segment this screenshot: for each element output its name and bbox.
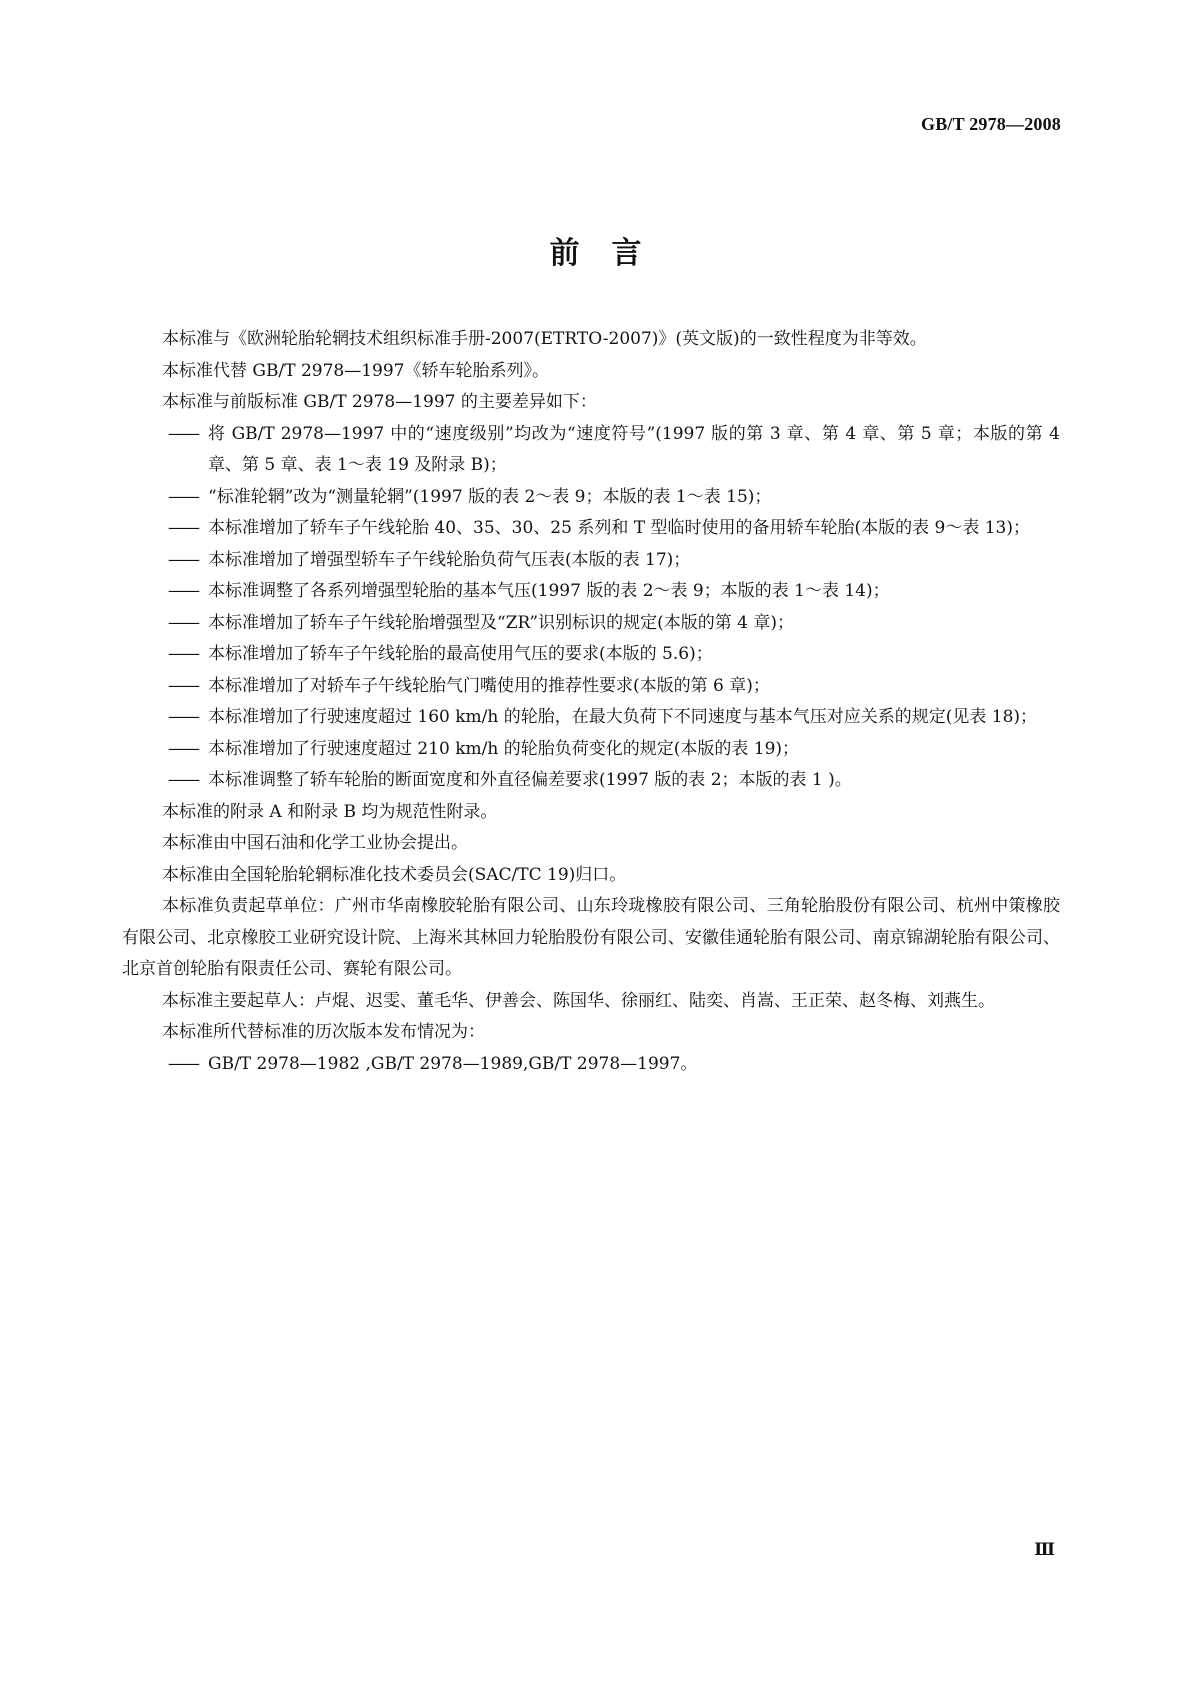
difference-text: 本标准调整了各系列增强型轮胎的基本气压(1997 版的表 2～表 9；本版的表 1～表 14)； xyxy=(208,581,890,601)
difference-text: 本标准增加了行驶速度超过 210 km/h 的轮胎负荷变化的规定(本版的表 19)； xyxy=(208,738,800,759)
paragraph-drafters: 本标准主要起草人：卢焜、迟雯、董毛华、伊善会、陈国华、徐丽红、陆奕、肖嵩、王正荣、赵冬梅、刘燕生。 xyxy=(162,990,995,1011)
page-number: Ⅲ xyxy=(1034,1540,1055,1559)
dash-mark: —— xyxy=(168,1053,198,1074)
difference-item xyxy=(122,482,1060,514)
paragraph-under-jurisdiction: 本标准由全国轮胎轮辋标准化技术委员会(SAC/TC 19)归口。 xyxy=(162,864,627,885)
paragraph-proposed-by: 本标准由中国石油和化学工业协会提出。 xyxy=(162,833,468,853)
dash-mark: —— xyxy=(168,423,198,444)
difference-item xyxy=(122,419,1060,482)
paragraph-equivalence: 本标准与《欧洲轮胎轮辋技术组织标准手册-2007(ETRTO-2007)》(英文版)的一致性程度为非等效。 xyxy=(162,329,927,349)
difference-item xyxy=(122,608,1060,640)
history-item xyxy=(122,1049,1060,1081)
paragraph-replaces: 本标准代替 GB/T 2978—1997《轿车轮胎系列》。 xyxy=(162,360,549,381)
paragraph-differences-intro: 本标准与前版标准 GB/T 2978—1997 的主要差异如下： xyxy=(162,392,597,412)
difference-text: 本标准增加了轿车子午线轮胎的最高使用气压的要求(本版的 5.6)； xyxy=(208,644,713,664)
difference-item xyxy=(122,576,1060,608)
page-title: 前言 xyxy=(549,236,674,271)
difference-item xyxy=(122,702,1060,734)
paragraph-annexes: 本标准的附录 A 和附录 B 均为规范性附录。 xyxy=(162,801,498,822)
difference-text: 本标准调整了轿车轮胎的断面宽度和外直径偏差要求(1997 版的表 2；本版的表 1 )。 xyxy=(208,770,852,790)
history-text: GB/T 2978—1982 ,GB/T 2978—1989,GB/T 2978—1997。 xyxy=(208,1053,698,1074)
difference-item xyxy=(122,513,1060,545)
dash-mark: —— xyxy=(168,675,198,696)
dash-mark: —— xyxy=(168,581,198,601)
dash-mark: —— xyxy=(168,644,198,664)
difference-text: 本标准增加了增强型轿车子午线轮胎负荷气压表(本版的表 17)； xyxy=(208,549,691,570)
dash-mark: —— xyxy=(168,612,198,633)
difference-item xyxy=(122,671,1060,703)
dash-mark: —— xyxy=(168,518,198,538)
difference-item xyxy=(122,734,1060,766)
difference-text: 本标准增加了轿车子午线轮胎增强型及“ZR”识别标识的规定(本版的第 4 章)； xyxy=(208,612,794,633)
paragraph-drafting-units: 本标准负责起草单位：广州市华南橡胶轮胎有限公司、山东玲珑橡胶有限公司、三角轮胎股份有限公司、杭州中策橡胶有限公司、北京橡胶工业研究设计院、上海米其林回力轮胎股份有限公司、安徽佳通轮胎有限公司、南京锦湖轮胎有限公司、北京首创轮胎有限责任公司、赛轮有限公司。 xyxy=(122,896,1060,979)
difference-text: 本标准增加了轿车子午线轮胎 40、35、30、25 系列和 T 型临时使用的备用轿车轮胎(本版的表 9～表 13)； xyxy=(208,518,1030,538)
dash-mark: —— xyxy=(168,549,198,570)
standard-code: GB/T 2978—2008 xyxy=(921,114,1061,134)
difference-text: 本标准增加了行驶速度超过 160 km/h 的轮胎，在最大负荷下不同速度与基本气压对应关系的规定(见表 18)； xyxy=(208,707,1038,727)
dash-mark: —— xyxy=(168,770,198,790)
foreword-body xyxy=(122,324,1060,1080)
difference-text: 本标准增加了对轿车子午线轮胎气门嘴使用的推荐性要求(本版的第 6 章)； xyxy=(208,675,770,696)
difference-text: 将 GB/T 2978—1997 中的“速度级别”均改为“速度符号”(1997 版的第 3 章、第 4 章、第 5 章；本版的第 4 章、第 5 章、表 1～表 19 及附录 B)； xyxy=(208,423,1060,475)
difference-item xyxy=(122,765,1060,797)
paragraph-history-intro: 本标准所代替标准的历次版本发布情况为： xyxy=(162,1022,485,1042)
difference-item xyxy=(122,545,1060,577)
dash-mark: —— xyxy=(168,738,198,759)
difference-text: “标准轮辋”改为“测量轮辋”(1997 版的表 2～表 9；本版的表 1～表 15)； xyxy=(208,486,772,507)
dash-mark: —— xyxy=(168,486,198,507)
difference-item xyxy=(122,639,1060,671)
dash-mark: —— xyxy=(168,707,198,727)
